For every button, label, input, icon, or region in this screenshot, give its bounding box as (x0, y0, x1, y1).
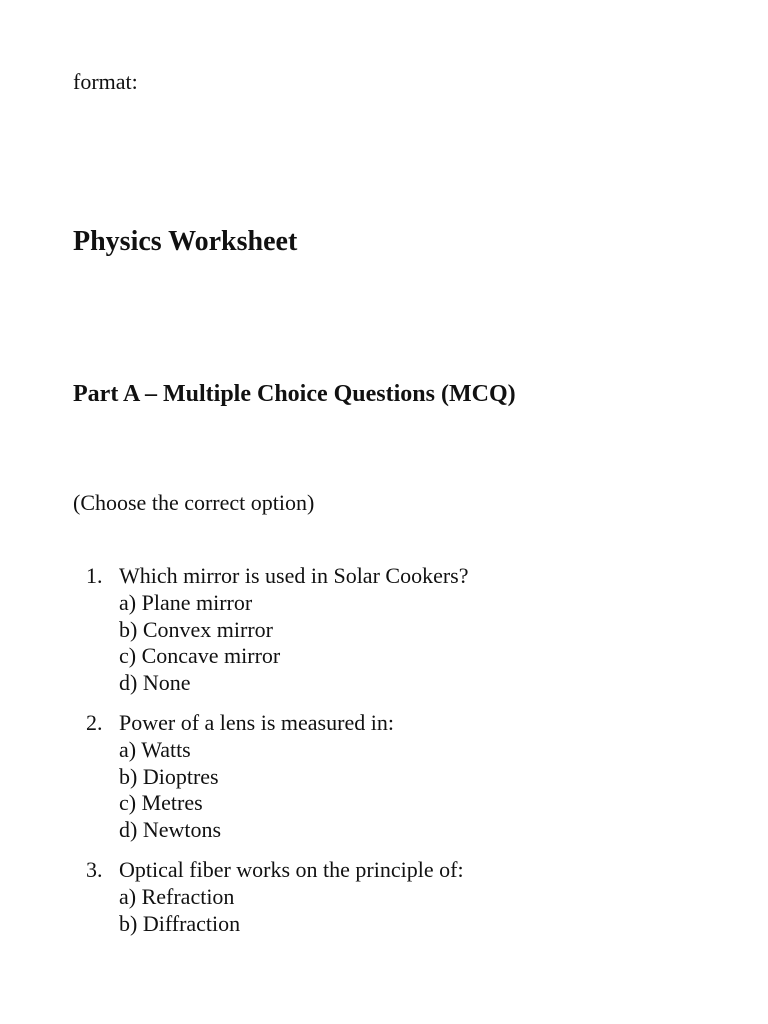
answer-option: c) Concave mirror (119, 643, 281, 669)
answer-option: c) Metres (119, 790, 203, 816)
question-text: Which mirror is used in Solar Cookers? (119, 563, 469, 588)
answer-option: a) Plane mirror (119, 589, 253, 615)
question-number: 1. (86, 563, 103, 588)
question-body (119, 710, 768, 844)
answer-option: b) Diffraction (119, 910, 241, 936)
question-number: 2. (86, 709, 103, 735)
question-body (119, 857, 768, 937)
question-body (119, 563, 768, 697)
question-number: 3. (86, 856, 103, 882)
answer-option: d) Newtons (119, 817, 222, 843)
answer-option: a) Refraction (119, 883, 235, 909)
question-text: Power of a lens is measured in: (119, 709, 394, 735)
question-item (0, 857, 768, 937)
question-item (0, 563, 768, 697)
question-text: Optical fiber works on the principle of: (119, 856, 464, 882)
answer-option: b) Dioptres (119, 763, 219, 789)
format-label: format: (73, 69, 138, 94)
question-item (0, 710, 768, 844)
answer-option: d) None (119, 670, 191, 696)
answer-option: b) Convex mirror (119, 616, 273, 642)
answer-option: a) Watts (119, 736, 191, 762)
section-title-part-a: Part A – Multiple Choice Questions (MCQ) (73, 381, 516, 407)
question-list (0, 563, 768, 950)
instruction-text: (Choose the correct option) (73, 490, 315, 515)
page-title: Physics Worksheet (73, 226, 298, 257)
